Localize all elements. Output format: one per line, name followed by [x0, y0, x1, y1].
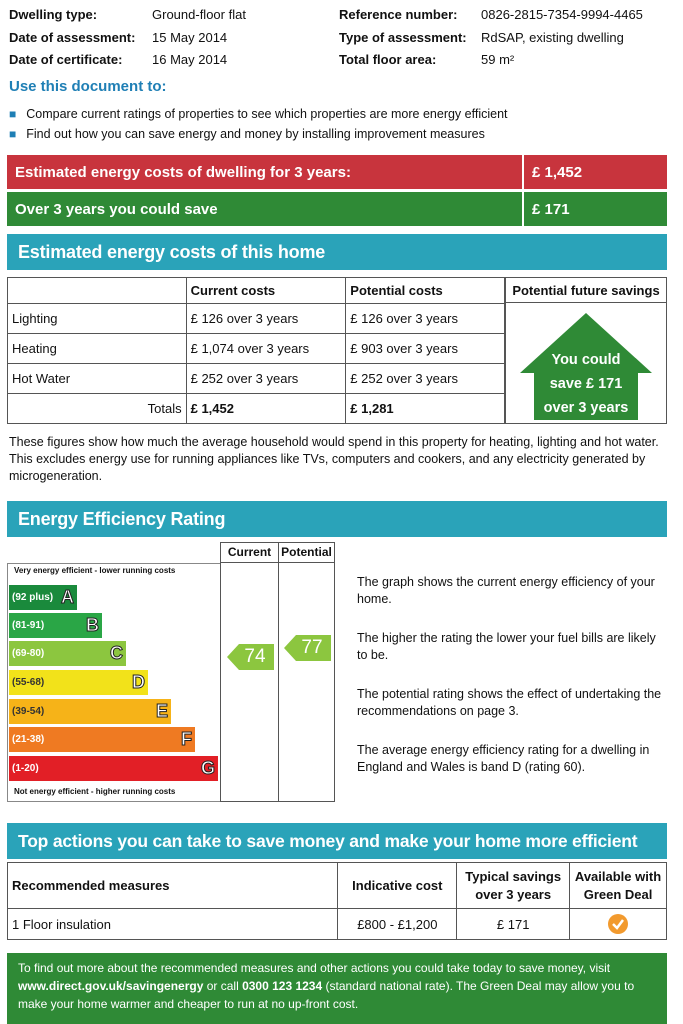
assessment-type-label: Type of assessment:: [339, 30, 467, 45]
assessment-date-value: 15 May 2014: [152, 30, 228, 45]
costs-section-header: Estimated energy costs of this home: [7, 234, 667, 270]
actions-table: [7, 862, 667, 940]
row-name: Heating: [8, 334, 187, 364]
table-header-row: [8, 863, 667, 909]
floor-area-value: 59 m²: [481, 52, 515, 67]
current-rating-value: 74: [244, 646, 266, 667]
reference-number-value: 0826-2815-7354-9994-4465: [481, 7, 643, 22]
current-cost: £ 1,074 over 3 years: [186, 334, 346, 364]
savingenergy-link[interactable]: www.direct.gov.uk/savingenergy: [18, 979, 204, 993]
check-icon: [607, 913, 629, 935]
potential-cost: £ 903 over 3 years: [346, 334, 505, 364]
estimated-costs-label: Estimated energy costs of dwelling for 3 years:: [15, 163, 351, 181]
potential-costs-header: Potential costs: [346, 278, 505, 304]
future-savings-header: Potential future savings: [505, 277, 667, 303]
estimated-costs-value: £ 1,452: [522, 155, 667, 189]
table-row: [8, 364, 505, 394]
band-d: (55-68) D: [9, 670, 148, 695]
current-cost: £ 126 over 3 years: [186, 304, 346, 334]
potential-column-header: Potential: [279, 542, 334, 563]
reference-number-label: Reference number:: [339, 7, 458, 22]
bullet-icon: ■: [9, 107, 17, 121]
band-f: (21-38) F: [9, 727, 195, 752]
future-savings-cell: [505, 303, 667, 424]
measure-saving: £ 171: [457, 909, 570, 940]
eer-text-2: The higher the rating the lower your fuel bills are likely to be.: [357, 631, 656, 662]
savings-value: £ 171: [522, 192, 667, 226]
estimated-costs-bar: [7, 155, 667, 189]
potential-cost: £ 126 over 3 years: [346, 304, 505, 334]
savings-message: You could save £ 171 over 3 years: [543, 352, 629, 416]
current-column: [220, 542, 279, 802]
table-row: [8, 334, 505, 364]
band-e: (39-54) E: [9, 699, 171, 724]
assessment-type-value: RdSAP, existing dwelling: [481, 30, 624, 45]
current-costs-header: Current costs: [186, 278, 346, 304]
measures-header: Recommended measures: [8, 863, 338, 909]
band-c: (69-80) C: [9, 641, 126, 666]
bullet-item: ■ Compare current ratings of properties to see which properties are more energy efficient: [9, 107, 508, 121]
indicative-cost-header: Indicative cost: [338, 863, 457, 909]
totals-label: Totals: [8, 394, 187, 424]
current-cost: £ 252 over 3 years: [186, 364, 346, 394]
costs-table: [7, 277, 505, 424]
use-document-title: Use this document to:: [9, 78, 167, 95]
eer-text-1: The graph shows the current energy efficiency of your home.: [357, 575, 655, 606]
footer-info: To find out more about the recommended measures and other actions you could take today to save money, visit www.direct.gov.uk/savingenergy or call 0300 123 1234 (standard national rate). The Green Deal may allow you to make your home warmer and cheaper to run at no up-front cost.: [7, 953, 667, 1024]
eer-section-header: Energy Efficiency Rating: [7, 501, 667, 537]
eer-text-4: The average energy efficiency rating for a dwelling in England and Wales is band D (rating 60).: [357, 743, 650, 774]
potential-rating-value: 77: [301, 637, 323, 658]
bullet-icon: ■: [9, 127, 17, 141]
green-deal-cell: [570, 909, 667, 940]
eer-text-3: The potential rating shows the effect of undertaking the recommendations on page 3.: [357, 687, 662, 718]
row-name: Lighting: [8, 304, 187, 334]
table-row: [8, 304, 505, 334]
measure-cost: £800 - £1,200: [338, 909, 457, 940]
totals-current: £ 1,452: [186, 394, 346, 424]
potential-column: [278, 542, 335, 802]
table-header-row: [8, 278, 505, 304]
band-b: (81-91) B: [9, 613, 102, 638]
band-a: (92 plus) A: [9, 585, 77, 610]
band-g: (1-20) G: [9, 756, 218, 781]
row-name: Hot Water: [8, 364, 187, 394]
totals-row: [8, 394, 505, 424]
green-deal-header: Available with Green Deal: [570, 863, 667, 909]
typical-savings-header: Typical savings over 3 years: [457, 863, 570, 909]
certificate-date-label: Date of certificate:: [9, 52, 123, 67]
certificate-date-value: 16 May 2014: [152, 52, 228, 67]
actions-section-header: Top actions you can take to save money and make your home more efficient: [7, 823, 667, 859]
costs-note: These figures show how much the average household would spend in this property for heating, lighting and hot water. This excludes energy use for running appliances like TVs, computers and cookers, and any electricity generated by microgeneration.: [9, 435, 659, 483]
assessment-date-label: Date of assessment:: [9, 30, 136, 45]
current-column-header: Current: [221, 542, 278, 563]
potential-cost: £ 252 over 3 years: [346, 364, 505, 394]
eer-bottom-note: Not energy efficient - higher running costs: [14, 787, 176, 796]
totals-potential: £ 1,281: [346, 394, 505, 424]
measure-name: 1 Floor insulation: [8, 909, 338, 940]
dwelling-type-label: Dwelling type:: [9, 7, 98, 22]
savings-label: Over 3 years you could save: [15, 200, 218, 218]
dwelling-type-value: Ground-floor flat: [152, 7, 246, 22]
floor-area-label: Total floor area:: [339, 52, 437, 67]
savings-bar: [7, 192, 667, 226]
phone-number: 0300 123 1234: [242, 979, 323, 993]
bullet-item: ■ Find out how you can save energy and money by installing improvement measures: [9, 127, 485, 141]
table-row: [8, 909, 667, 940]
eer-top-note: Very energy efficient - lower running costs: [14, 566, 176, 575]
